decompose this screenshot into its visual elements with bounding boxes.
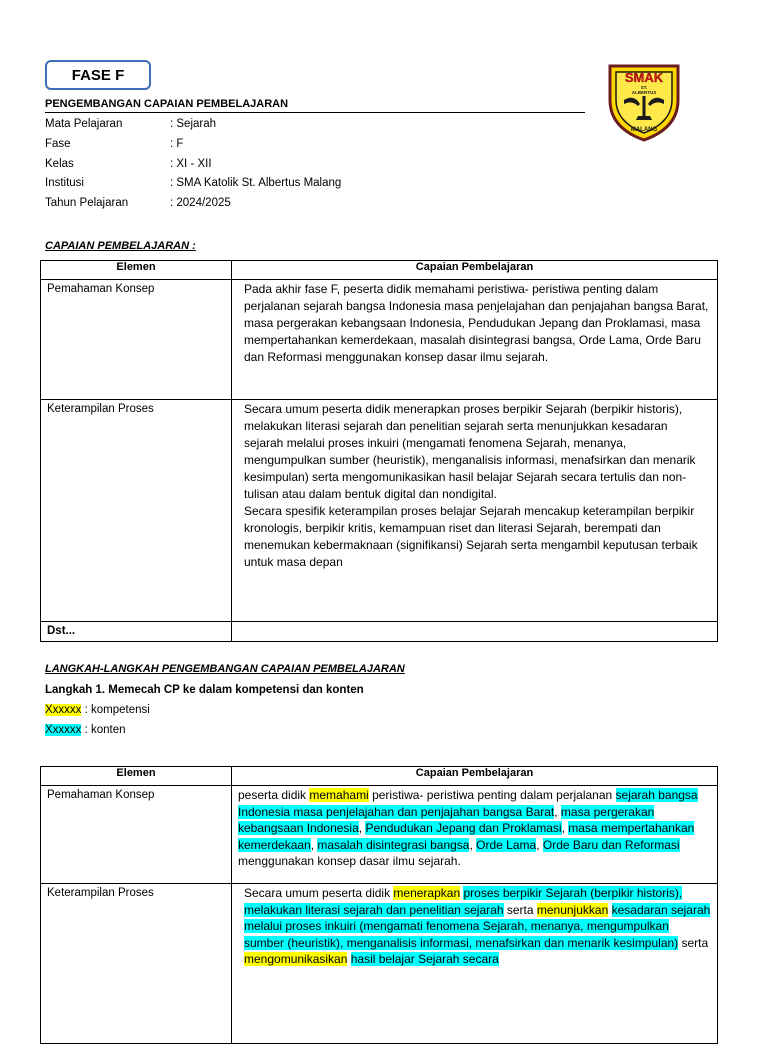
info-value: : Sejarah xyxy=(170,118,217,130)
info-label: Kelas xyxy=(45,157,74,170)
table-header-row xyxy=(41,261,718,280)
plain-text: , xyxy=(469,837,477,852)
konten-highlight: proses berpikir Sejarah (berpikir historis), melakukan literasi sejarah dan penelitian sejarah xyxy=(244,886,683,917)
info-value: : SMA Katolik St. Albertus Malang xyxy=(170,177,342,190)
header-elemen: Elemen xyxy=(41,261,232,280)
info-label: Fase xyxy=(45,137,71,150)
konten-highlight: Pendudukan Jepang dan Proklamasi xyxy=(365,821,562,836)
header-capaian: Capaian Pembelajaran xyxy=(232,767,718,786)
kompetensi-highlight: mengomunikasikan xyxy=(244,952,348,967)
elemen-cell: Pemahaman Konsep xyxy=(41,280,232,400)
konten-highlight: sejarah bangsa Indonesia masa penjelajahan dan penjajahan bangsa Barat xyxy=(238,788,698,819)
plain-text: menggunakan konsep dasar ilmu sejarah. xyxy=(238,854,461,869)
legend-kompetensi xyxy=(45,704,150,716)
elemen-cell: Pemahaman Konsep xyxy=(41,786,232,884)
capaian-cell xyxy=(232,622,718,642)
legend-konten xyxy=(45,724,126,736)
legend-text: : kompetensi xyxy=(81,704,150,716)
plain-text: serta xyxy=(678,935,709,950)
capaian-heading: CAPAIAN PEMBELAJARAN : xyxy=(45,240,196,252)
langkah-heading: LANGKAH-LANGKAH PENGEMBANGAN CAPAIAN PEMBELAJARAN xyxy=(45,663,405,675)
elemen-cell: Keterampilan Proses xyxy=(41,400,232,622)
plain-text: peristiwa- peristiwa penting dalam perjalanan xyxy=(368,788,616,802)
info-row-mata-pelajaran xyxy=(45,118,341,138)
plain-text: , xyxy=(310,837,318,852)
konten-highlight: masa mempertahankan kemerdekaan xyxy=(238,821,695,852)
elemen-cell: Keterampilan Proses xyxy=(41,884,232,1044)
capaian-text: Pada akhir fase F, peserta didik memahami peristiwa- peristiwa penting dalam perjalanan sejarah bangsa Indonesia masa penjelajahan dan penjajahan bangsa Barat, masa pergerakan kebangsaan Indonesia, Pendudukan Jepang dan Proklamasi, masa mempertahankan kemerdekaan, masalah disintegrasi bangsa, Orde Lama, Orde Baru dan Reformasi menggunakan konsep dasar ilmu sejarah. xyxy=(244,282,709,364)
svg-text:ST.: ST. xyxy=(640,85,648,90)
svg-text:SMAK: SMAK xyxy=(624,70,664,85)
capaian-cell xyxy=(232,400,718,622)
capaian-cell xyxy=(232,280,718,400)
konten-highlight: masa pergerakan kebangsaan Indonesia xyxy=(238,804,655,836)
table-row xyxy=(41,786,718,884)
capaian-table xyxy=(40,260,718,642)
fase-badge xyxy=(45,60,151,90)
info-row-fase xyxy=(45,138,341,158)
school-logo xyxy=(604,60,684,142)
kompetensi-highlight: menunjukkan xyxy=(536,902,609,917)
info-label: Tahun Pelajaran xyxy=(45,197,129,210)
legend-marker: Xxxxxx xyxy=(45,724,82,736)
table-row xyxy=(41,400,718,622)
kompetensi-highlight: memahami xyxy=(309,788,369,802)
konten-highlight: hasil belajar Sejarah secara xyxy=(350,952,499,967)
info-label: Mata Pelajaran xyxy=(45,118,123,130)
capaian-text-2: Secara spesifik keterampilan proses belajar Sejarah mencakup keterampilan berpikir kronologis, berpikir kritis, kemampuan riset dan literasi Sejarah, berempati dan menemukan kebermaknaan (signifikansi) Sejarah serta mengambil keputusan terbaik untuk masa depan xyxy=(244,504,698,569)
fase-label: FASE F xyxy=(71,66,125,84)
plain-text: Secara umum peserta didik xyxy=(244,886,394,900)
konten-highlight: kesadaran sejarah melalui proses inkuiri (mengamati fenomena Sejarah, menanya, mengumpulkan sumber (heuristik), menganalisis informasi, menafsirkan dan menarik kesimpulan) xyxy=(244,902,711,950)
info-block xyxy=(45,118,341,217)
table-row xyxy=(41,884,718,1044)
legend-text: : konten xyxy=(81,724,126,736)
info-value: : F xyxy=(170,137,184,150)
capaian-cell xyxy=(232,786,718,884)
plain-text: , xyxy=(554,804,561,819)
elemen-cell: Dst... xyxy=(41,622,232,642)
info-row-institusi xyxy=(45,177,341,197)
svg-text:ALBERTUS: ALBERTUS xyxy=(631,90,657,95)
capaian-cell xyxy=(232,884,718,1044)
plain-text: peserta didik xyxy=(238,788,310,802)
konten-highlight: Orde Baru dan Reformasi xyxy=(542,837,680,852)
info-value: : XI - XII xyxy=(170,157,212,170)
document-title: PENGEMBANGAN CAPAIAN PEMBELAJARAN xyxy=(45,98,585,113)
svg-text:MALANG: MALANG xyxy=(630,127,658,133)
table-row xyxy=(41,622,718,642)
info-row-tahun-pelajaran xyxy=(45,197,341,217)
legend-marker: Xxxxxx xyxy=(45,704,82,716)
info-label: Institusi xyxy=(45,177,84,190)
capaian-text: Secara umum peserta didik menerapkan proses berpikir Sejarah (berpikir historis), melakukan literasi sejarah dan penelitian sejarah serta menunjukkan kesadaran sejarah melalui proses inkuiri (mengamati fenomena Sejarah, menanya, mengumpulkan sumber (heuristik), menganalisis informasi, menafsirkan dan menarik kesimpulan) serta mengomunikasikan hasil belajar Sejarah secara tertulis dan non-tulisan atau dalam bentuk digital dan nondigital. xyxy=(244,402,696,501)
plain-text: , xyxy=(561,821,569,836)
step-title: Langkah 1. Memecah CP ke dalam kompetensi dan konten xyxy=(45,684,364,696)
info-row-kelas xyxy=(45,158,341,178)
plain-text: , xyxy=(536,837,543,852)
plain-text: serta xyxy=(503,902,537,917)
breakdown-table xyxy=(40,766,718,1044)
plain-text: , xyxy=(358,821,366,836)
kompetensi-highlight: menerapkan xyxy=(393,886,461,900)
table-header-row xyxy=(41,767,718,786)
header-elemen: Elemen xyxy=(41,767,232,786)
info-value: : 2024/2025 xyxy=(170,197,231,210)
table-row xyxy=(41,280,718,400)
konten-highlight: Orde Lama xyxy=(476,837,537,852)
header-capaian: Capaian Pembelajaran xyxy=(232,261,718,280)
konten-highlight: masalah disintegrasi bangsa xyxy=(317,837,470,852)
